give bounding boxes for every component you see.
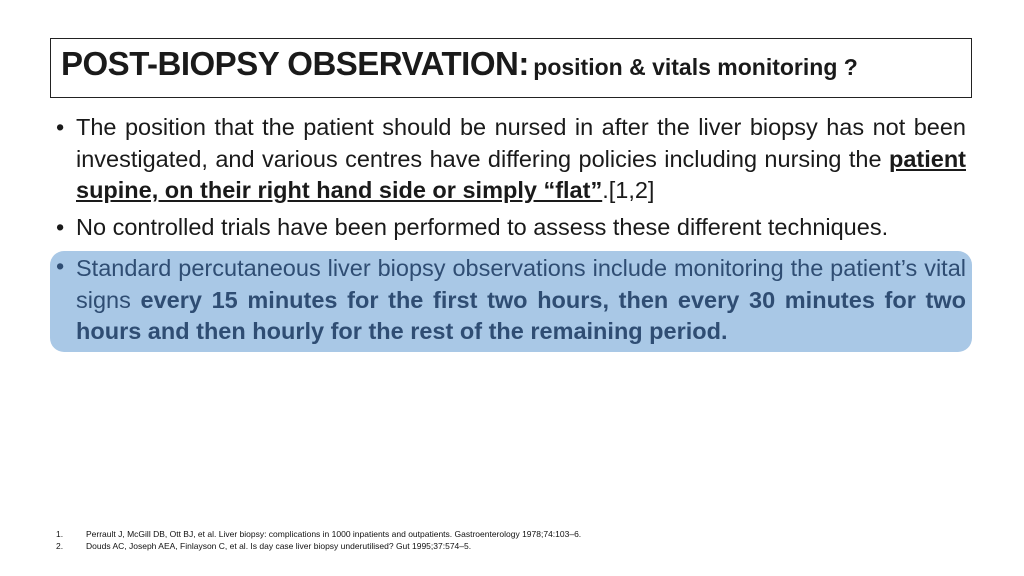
bullet-text: Standard percutaneous liver biopsy observations include monitoring the patient’s vital signs <box>76 255 966 313</box>
bullet-list <box>50 112 972 352</box>
reference-item <box>56 540 956 552</box>
reference-number: 2. <box>56 541 64 551</box>
bullet-icon: • <box>56 114 65 140</box>
bullet-icon: • <box>56 213 65 240</box>
reference-text: Perrault J, McGill DB, Ott BJ, et al. Liver biopsy: complications in 1000 inpatients and outpatients. Gastroenterology 1978;74:103–6. <box>86 529 582 539</box>
bullet-item-observations <box>50 251 972 352</box>
bullet-icon: • <box>56 253 65 279</box>
title-subtitle: position & vitals monitoring ? <box>533 54 858 80</box>
bullet-emphasis: patient supine, on their right hand side or simply “flat” <box>76 145 966 203</box>
bullet-citation: .[1,2] <box>602 177 655 203</box>
bullet-emphasis: every 15 minutes for the first two hours, then every 30 minutes for two hours and then hourly for the rest of the remaining period. <box>76 286 966 344</box>
bullet-item-position <box>50 112 972 207</box>
slide-title <box>50 38 972 98</box>
reference-number: 1. <box>56 529 64 539</box>
title-main: POST-BIOPSY OBSERVATION: <box>61 45 529 82</box>
bullet-item-trials <box>50 212 972 244</box>
bullet-text: The position that the patient should be nursed in after the liver biopsy has not been investigated, and various centres have differing policies including nursing the <box>76 114 966 172</box>
references <box>56 528 956 552</box>
reference-item <box>56 528 956 540</box>
bullet-text: No controlled trials have been performed to assess these different techniques. <box>76 213 889 240</box>
reference-text: Douds AC, Joseph AEA, Finlayson C, et al. Is day case liver biopsy underutilised? Gut 1995;37:574–5. <box>86 541 472 551</box>
